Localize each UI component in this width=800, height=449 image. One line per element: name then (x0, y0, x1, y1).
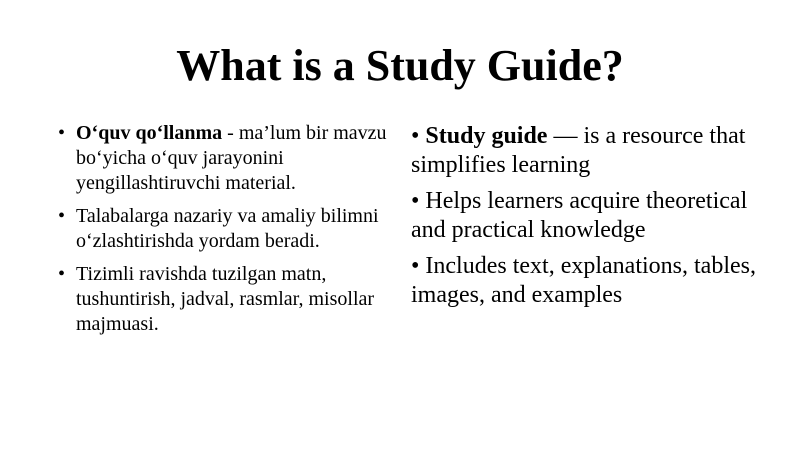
term-bold: Study guide (425, 123, 548, 149)
slide-title: What is a Study Guide? (176, 41, 624, 90)
item-text: • Includes text, explanations, tables, images, and examples (411, 253, 756, 308)
right-column-english (411, 122, 766, 317)
list-item (58, 204, 398, 254)
list-item (58, 262, 398, 337)
bullet-marker: • (58, 205, 66, 227)
paragraph-item (411, 252, 766, 310)
item-prefix: • (411, 123, 426, 149)
item-text: • Helps learners acquire theoretical and practical knowledge (411, 188, 748, 243)
item-text: Talabalarga nazariy va amaliy bilimni o‘zlashtirishda yordam beradi. (76, 205, 379, 252)
paragraph-item (411, 122, 766, 180)
left-bullet-list (58, 121, 398, 337)
item-text: — is a resource that simplifies learning (411, 123, 746, 178)
item-text: - ma’lum bir mavzu bo‘yicha o‘quv jarayonini yengillashtiruvchi material. (76, 122, 387, 194)
term-bold: O‘quv qo‘llanma (76, 122, 223, 144)
paragraph-item (411, 187, 766, 245)
bullet-marker: • (58, 122, 66, 144)
bullet-marker: • (58, 263, 66, 285)
item-text: Tizimli ravishda tuzilgan matn, tushuntirish, jadval, rasmlar, misollar majmuasi. (76, 263, 375, 335)
left-column-uzbek (58, 121, 398, 345)
list-item (58, 121, 398, 196)
